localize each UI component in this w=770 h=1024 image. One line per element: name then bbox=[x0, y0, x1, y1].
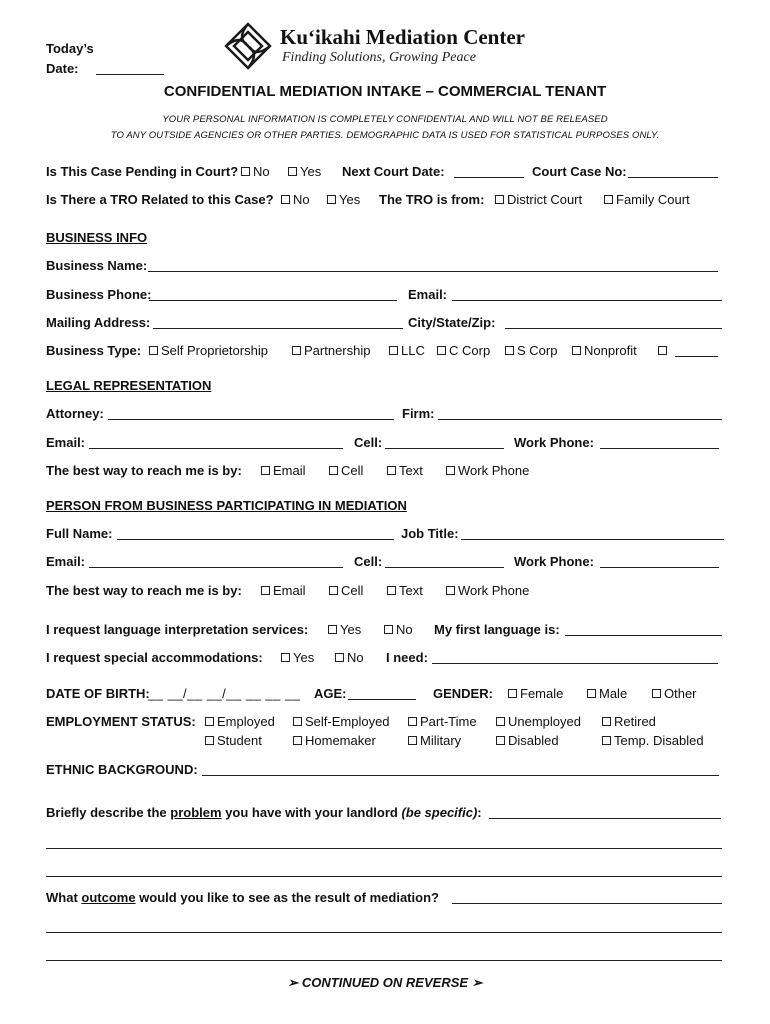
checkbox-icon[interactable] bbox=[293, 717, 302, 726]
confidential-notice-2: TO ANY OUTSIDE AGENCIES OR OTHER PARTIES. DEMOGRAPHIC DATA IS USED FOR STATISTICAL PURPOSES ONLY. bbox=[110, 130, 660, 141]
checkbox-icon[interactable] bbox=[446, 586, 455, 595]
checkbox-icon[interactable] bbox=[384, 625, 393, 634]
checkbox-icon[interactable] bbox=[604, 195, 613, 204]
attorney-reach-cell[interactable]: Cell bbox=[329, 463, 363, 478]
type-nonprofit[interactable]: Nonprofit bbox=[572, 343, 637, 358]
outcome-answer-line-1[interactable] bbox=[452, 903, 722, 904]
business-type-label: Business Type: bbox=[46, 343, 142, 358]
dob-field[interactable]: __ __/__ __/__ __ __ __ bbox=[148, 686, 301, 701]
checkbox-icon[interactable] bbox=[329, 466, 338, 475]
checkbox-icon[interactable] bbox=[241, 167, 250, 176]
date-label: Date: bbox=[46, 61, 79, 76]
person-heading: PERSON FROM BUSINESS PARTICIPATING IN MEDIATION bbox=[46, 498, 407, 513]
attorney-label: Attorney: bbox=[46, 406, 104, 421]
need-field[interactable] bbox=[432, 663, 718, 664]
attorney-cell-label: Cell: bbox=[354, 435, 383, 450]
first-language-label: My first language is: bbox=[434, 622, 560, 637]
todays-date-field[interactable] bbox=[96, 74, 164, 75]
person-cell-field[interactable] bbox=[385, 567, 504, 568]
checkbox-icon[interactable] bbox=[587, 689, 596, 698]
family-court-option[interactable]: Family Court bbox=[604, 192, 690, 207]
language-no-option[interactable]: No bbox=[384, 622, 413, 637]
checkbox-icon[interactable] bbox=[495, 195, 504, 204]
tro-from-label: The TRO is from: bbox=[379, 192, 485, 207]
city-state-zip-label: City/State/Zip: bbox=[408, 315, 496, 330]
checkbox-icon[interactable] bbox=[288, 167, 297, 176]
checkbox-icon[interactable] bbox=[387, 466, 396, 475]
checkbox-icon[interactable] bbox=[408, 717, 417, 726]
confidential-notice-1: YOUR PERSONAL INFORMATION IS COMPLETELY CONFIDENTIAL AND WILL NOT BE RELEASED bbox=[162, 114, 608, 125]
todays-date-label: Today’s bbox=[46, 41, 94, 56]
person-work-phone-field[interactable] bbox=[600, 567, 719, 568]
firm-label: Firm: bbox=[402, 406, 435, 421]
attorney-email-field[interactable] bbox=[89, 448, 343, 449]
pending-no-option[interactable]: No bbox=[241, 164, 270, 179]
attorney-reach-label: The best way to reach me is by: bbox=[46, 463, 242, 478]
business-phone-label: Business Phone: bbox=[46, 287, 152, 302]
checkbox-icon[interactable] bbox=[335, 653, 344, 662]
mailing-address-label: Mailing Address: bbox=[46, 315, 151, 330]
full-name-label: Full Name: bbox=[46, 526, 113, 541]
checkbox-icon[interactable] bbox=[652, 689, 661, 698]
checkbox-icon[interactable] bbox=[281, 195, 290, 204]
attorney-reach-text[interactable]: Text bbox=[387, 463, 423, 478]
org-tagline: Finding Solutions, Growing Peace bbox=[282, 50, 476, 65]
gender-female[interactable]: Female bbox=[508, 686, 563, 701]
checkbox-icon[interactable] bbox=[446, 466, 455, 475]
type-c-corp[interactable]: C Corp bbox=[437, 343, 490, 358]
next-court-date-field[interactable] bbox=[454, 177, 524, 178]
problem-answer-line-2[interactable] bbox=[46, 848, 722, 849]
attorney-reach-work-phone[interactable]: Work Phone bbox=[446, 463, 529, 478]
attorney-reach-email[interactable]: Email bbox=[261, 463, 306, 478]
legal-representation-heading: LEGAL REPRESENTATION bbox=[46, 378, 212, 393]
mailing-address-field[interactable] bbox=[153, 328, 403, 329]
business-email-label: Email: bbox=[408, 287, 448, 302]
accommodations-label: I request special accommodations: bbox=[46, 650, 263, 665]
accommodations-no-option[interactable]: No bbox=[335, 650, 364, 665]
employment-student[interactable]: Student bbox=[205, 733, 262, 748]
employment-retired[interactable]: Retired bbox=[602, 714, 656, 729]
type-partnership[interactable]: Partnership bbox=[292, 343, 370, 358]
attorney-cell-field[interactable] bbox=[385, 448, 504, 449]
type-llc[interactable]: LLC bbox=[389, 343, 425, 358]
person-work-phone-label: Work Phone: bbox=[514, 554, 594, 569]
employment-temp-disabled[interactable]: Temp. Disabled bbox=[602, 733, 704, 748]
language-services-label: I request language interpretation services: bbox=[46, 622, 309, 637]
attorney-field[interactable] bbox=[108, 419, 394, 420]
checkbox-icon[interactable] bbox=[149, 346, 158, 355]
city-state-zip-field[interactable] bbox=[505, 328, 722, 329]
employment-self-employed[interactable]: Self-Employed bbox=[293, 714, 390, 729]
checkbox-icon[interactable] bbox=[281, 653, 290, 662]
arrow-right-icon: ➢ bbox=[287, 975, 302, 990]
job-title-label: Job Title: bbox=[401, 526, 459, 541]
checkbox-icon[interactable] bbox=[508, 689, 517, 698]
logo-mark-icon bbox=[222, 20, 274, 72]
court-case-no-label: Court Case No: bbox=[532, 164, 627, 179]
language-yes-option[interactable]: Yes bbox=[328, 622, 361, 637]
checkbox-icon[interactable] bbox=[387, 586, 396, 595]
person-reach-cell[interactable]: Cell bbox=[329, 583, 363, 598]
job-title-field[interactable] bbox=[461, 539, 724, 540]
org-logo bbox=[222, 20, 274, 77]
person-email-field[interactable] bbox=[89, 567, 343, 568]
checkbox-icon[interactable] bbox=[293, 736, 302, 745]
business-name-label: Business Name: bbox=[46, 258, 148, 273]
problem-question: Briefly describe the problem you have with your landlord (be specific): bbox=[46, 805, 482, 820]
problem-answer-line-1[interactable] bbox=[489, 818, 721, 819]
checkbox-icon[interactable] bbox=[261, 466, 270, 475]
type-self-proprietorship[interactable]: Self Proprietorship bbox=[149, 343, 268, 358]
employment-unemployed[interactable]: Unemployed bbox=[496, 714, 581, 729]
dob-label: DATE OF BIRTH: bbox=[46, 686, 150, 701]
tro-no-option[interactable]: No bbox=[281, 192, 310, 207]
age-field[interactable] bbox=[348, 699, 416, 700]
type-other-field[interactable] bbox=[675, 356, 718, 357]
form-title: CONFIDENTIAL MEDIATION INTAKE – COMMERCIAL TENANT bbox=[163, 83, 607, 100]
ethnic-background-field[interactable] bbox=[202, 775, 719, 776]
attorney-email-label: Email: bbox=[46, 435, 86, 450]
problem-answer-line-3[interactable] bbox=[46, 876, 722, 877]
attorney-work-phone-field[interactable] bbox=[600, 448, 719, 449]
full-name-field[interactable] bbox=[117, 539, 394, 540]
outcome-answer-line-2[interactable] bbox=[46, 932, 722, 933]
attorney-work-phone-label: Work Phone: bbox=[514, 435, 594, 450]
checkbox-icon[interactable] bbox=[261, 586, 270, 595]
outcome-answer-line-3[interactable] bbox=[46, 960, 722, 961]
continued-footer: ➢ CONTINUED ON REVERSE ➢ bbox=[287, 975, 483, 990]
tro-label: Is There a TRO Related to this Case? bbox=[46, 192, 274, 207]
checkbox-icon[interactable] bbox=[496, 736, 505, 745]
gender-other[interactable]: Other bbox=[652, 686, 697, 701]
gender-male[interactable]: Male bbox=[587, 686, 627, 701]
checkbox-icon[interactable] bbox=[658, 346, 667, 355]
checkbox-icon[interactable] bbox=[505, 346, 514, 355]
arrow-right-icon: ➢ bbox=[468, 975, 483, 990]
district-court-option[interactable]: District Court bbox=[495, 192, 582, 207]
pending-yes-option[interactable]: Yes bbox=[288, 164, 321, 179]
type-s-corp[interactable]: S Corp bbox=[505, 343, 557, 358]
checkbox-icon[interactable] bbox=[437, 346, 446, 355]
firm-field[interactable] bbox=[438, 419, 722, 420]
checkbox-icon[interactable] bbox=[205, 717, 214, 726]
age-label: AGE: bbox=[314, 686, 347, 701]
first-language-field[interactable] bbox=[565, 635, 722, 636]
gender-label: GENDER: bbox=[433, 686, 493, 701]
checkbox-icon[interactable] bbox=[602, 736, 611, 745]
checkbox-icon[interactable] bbox=[389, 346, 398, 355]
need-label: I need: bbox=[386, 650, 428, 665]
checkbox-icon[interactable] bbox=[602, 717, 611, 726]
employment-disabled[interactable]: Disabled bbox=[496, 733, 559, 748]
checkbox-icon[interactable] bbox=[327, 195, 336, 204]
person-email-label: Email: bbox=[46, 554, 86, 569]
person-reach-work-phone[interactable]: Work Phone bbox=[446, 583, 529, 598]
business-email-field[interactable] bbox=[452, 300, 722, 301]
outcome-question: What outcome would you like to see as the result of mediation? bbox=[46, 890, 439, 905]
ethnic-background-label: ETHNIC BACKGROUND: bbox=[46, 762, 198, 777]
checkbox-icon[interactable] bbox=[496, 717, 505, 726]
tro-yes-option[interactable]: Yes bbox=[327, 192, 360, 207]
employment-homemaker[interactable]: Homemaker bbox=[293, 733, 376, 748]
business-name-field[interactable] bbox=[148, 271, 718, 272]
employment-status-label: EMPLOYMENT STATUS: bbox=[46, 714, 196, 729]
person-cell-label: Cell: bbox=[354, 554, 383, 569]
person-reach-text[interactable]: Text bbox=[387, 583, 423, 598]
employment-part-time[interactable]: Part-Time bbox=[408, 714, 477, 729]
checkbox-icon[interactable] bbox=[329, 586, 338, 595]
business-info-heading: BUSINESS INFO bbox=[46, 230, 148, 245]
person-reach-label: The best way to reach me is by: bbox=[46, 583, 242, 598]
person-reach-email[interactable]: Email bbox=[261, 583, 306, 598]
employment-employed[interactable]: Employed bbox=[205, 714, 275, 729]
checkbox-icon[interactable] bbox=[292, 346, 301, 355]
checkbox-icon[interactable] bbox=[408, 736, 417, 745]
next-court-date-label: Next Court Date: bbox=[342, 164, 445, 179]
business-phone-field[interactable] bbox=[149, 300, 397, 301]
checkbox-icon[interactable] bbox=[328, 625, 337, 634]
type-other-option[interactable] bbox=[658, 343, 670, 358]
org-name: Ku‘ikahi Mediation Center bbox=[280, 25, 525, 49]
checkbox-icon[interactable] bbox=[572, 346, 581, 355]
checkbox-icon[interactable] bbox=[205, 736, 214, 745]
accommodations-yes-option[interactable]: Yes bbox=[281, 650, 314, 665]
court-case-no-field[interactable] bbox=[628, 177, 718, 178]
case-pending-label: Is This Case Pending in Court? bbox=[46, 164, 239, 179]
employment-military[interactable]: Military bbox=[408, 733, 461, 748]
